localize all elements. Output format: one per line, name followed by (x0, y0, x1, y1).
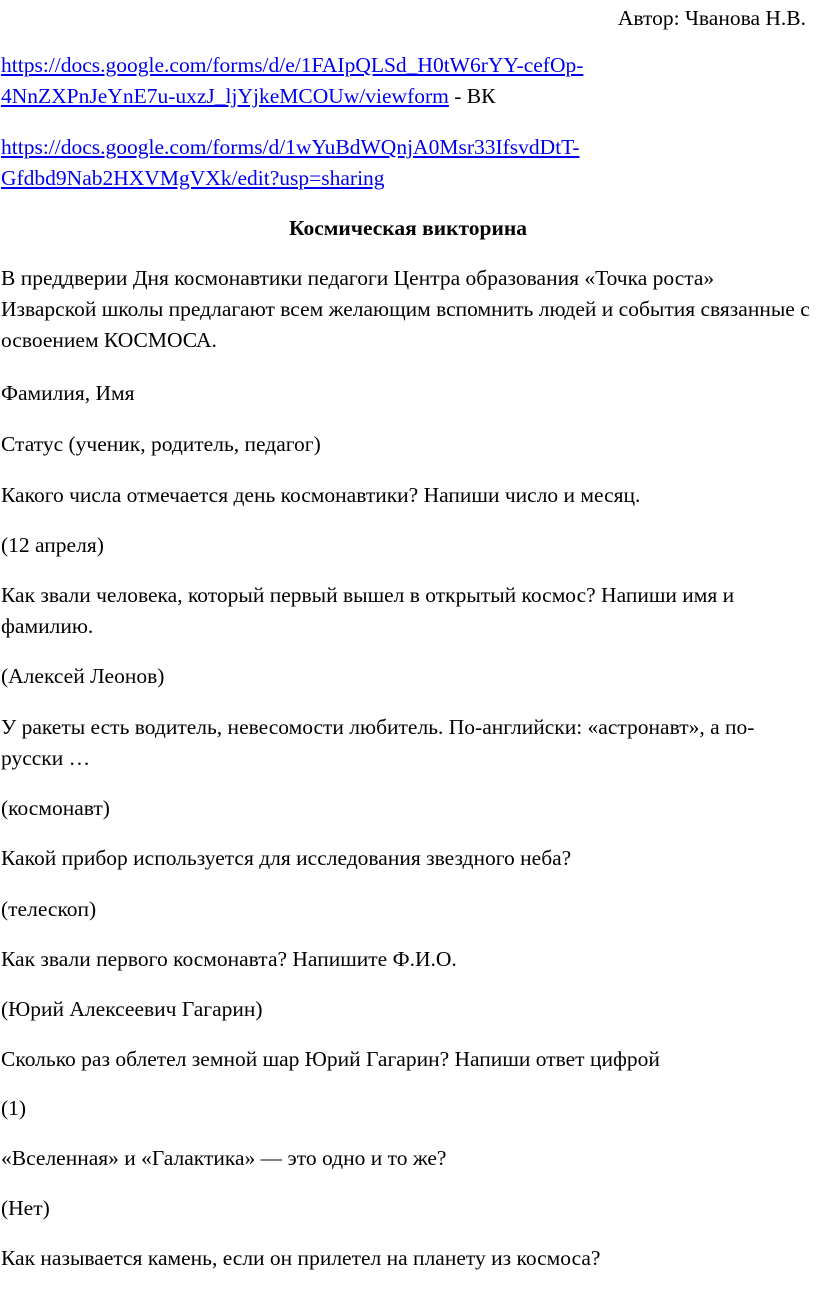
question-2: Как звали человека, который первый вышел в открытый космос? Напиши имя и фамилию. (1, 583, 735, 638)
answer-3: (космонавт) (1, 796, 110, 820)
question-5: Как звали первого космонавта? Напишите Ф.И.О. (1, 947, 457, 971)
intro-paragraph: В преддверии Дня космонавтики педагоги Центра образования «Точка роста» Изварской школы предлагают всем желающим вспомнить людей и события связанные с освоением КОСМОСА. (1, 266, 810, 352)
name-field-label: Фамилия, Имя (1, 381, 135, 405)
edit-form-link-line2: Gfdbd9Nab2HXVMgVXk/edit?usp=sharing (1, 166, 385, 190)
quiz-title: Космическая викторина (288, 216, 528, 240)
question-1: Какого числа отмечается день космонавтики? Напиши число и месяц. (1, 483, 641, 507)
answer-4: (телескоп) (1, 897, 97, 921)
status-field-label: Статус (ученик, родитель, педагог) (1, 432, 321, 456)
question-7: «Вселенная» и «Галактика» — это одно и то же? (1, 1146, 447, 1170)
edit-form-link-line1: https://docs.google.com/forms/d/1wYuBdWQnjA0Msr33IfsvdDtT- (1, 135, 580, 159)
author-line: Автор: Чванова Н.В. (617, 6, 806, 30)
question-8: Как называется камень, если он прилетел на планету из космоса? (1, 1246, 601, 1270)
question-4: Какой прибор используется для исследования звездного неба? (1, 846, 572, 870)
answer-7: (Нет) (1, 1196, 50, 1220)
question-3: У ракеты есть водитель, невесомости любитель. По-английски: «астронавт», а по-русски … (1, 715, 755, 770)
answer-1: (12 апреля) (1, 533, 104, 557)
vk-link-suffix: - ВК (448, 84, 496, 108)
edit-form-link[interactable] (1, 135, 579, 190)
vk-form-link-line1: https://docs.google.com/forms/d/e/1FAIpQLSd_H0tW6rYY-cefOp- (1, 53, 584, 77)
link-paragraph-vk (1, 50, 812, 112)
link-paragraph-edit (1, 132, 812, 194)
answer-5: (Юрий Алексеевич Гагарин) (1, 997, 263, 1021)
answer-2: (Алексей Леонов) (1, 664, 165, 688)
question-6: Сколько раз облетел земной шар Юрий Гагарин? Напиши ответ цифрой (1, 1047, 660, 1071)
vk-form-link-line2: 4NnZXPnJeYnE7u-uxzJ_ljYjkeMCOUw/viewform (1, 84, 449, 108)
answer-6: (1) (1, 1096, 27, 1120)
vk-form-link[interactable] (1, 53, 583, 108)
